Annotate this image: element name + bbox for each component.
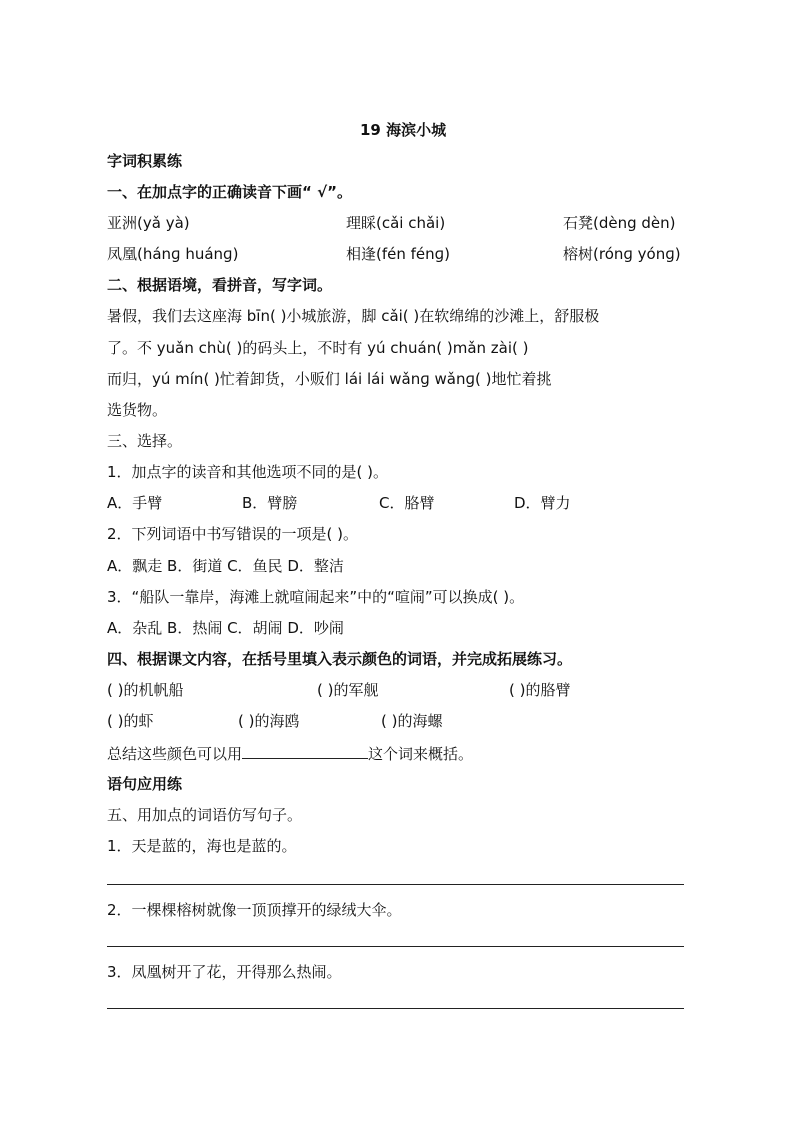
q2-passage-line: 暑假，我们去这座海 bīn( )小城旅游，脚 cǎi( )在软绵绵的沙滩上，舒服极 — [107, 307, 600, 325]
q1-item: 亚洲(yǎ yà) — [107, 214, 190, 232]
q4-summary-before: 总结这些颜色可以用 — [107, 745, 243, 763]
q3-question-2: 2．下列词语中书写错误的一项是( )。 — [107, 525, 359, 543]
q2-heading: 二、根据语境，看拼音，写字词。 — [107, 276, 333, 294]
q3-question-3: 3．“船队一靠岸，海滩上就喧闹起来”中的“喧闹”可以换成( )。 — [107, 588, 525, 606]
q3-options-3: A．杂乱 B．热闹 C．胡闹 D．吵闹 — [107, 619, 344, 637]
q3-option: D．臂力 — [514, 494, 571, 512]
q5-sentence-2: 2．一棵棵榕树就像一顶顶撑开的绿绒大伞。 — [107, 901, 402, 919]
q1-item: 榕树(rónɡ yónɡ) — [563, 245, 681, 263]
q5-heading: 五、用加点的词语仿写句子。 — [107, 806, 303, 824]
q4-item: ( )的机帆船 — [107, 681, 184, 699]
q5-sentence-1: 1．天是蓝的，海也是蓝的。 — [107, 837, 297, 855]
answer-blank[interactable] — [242, 742, 368, 759]
answer-line[interactable] — [107, 1008, 684, 1009]
q3-option: A．手臂 — [107, 494, 163, 512]
answer-line[interactable] — [107, 884, 684, 885]
page-title: 19 海滨小城 — [360, 121, 447, 139]
q3-options-2: A．飘走 B．街道 C．鱼民 D．整洁 — [107, 557, 344, 575]
q4-summary — [107, 742, 473, 764]
q4-item: ( )的海鸥 — [238, 712, 300, 730]
q3-question-1: 1．加点字的读音和其他选项不同的是( )。 — [107, 463, 389, 481]
q1-item: 石凳(dèng dèn) — [563, 214, 676, 232]
q1-item: 凤凰(hánɡ huánɡ) — [107, 245, 239, 263]
q4-item: ( )的海螺 — [381, 712, 443, 730]
q3-heading: 三、选择。 — [107, 432, 183, 450]
q4-summary-after: 这个词来概括。 — [368, 745, 474, 763]
q3-option: C．胳臂 — [379, 494, 435, 512]
part1-heading: 字词积累练 — [107, 152, 183, 170]
answer-line[interactable] — [107, 946, 684, 947]
q4-item: ( )的军舰 — [317, 681, 379, 699]
q5-sentence-3: 3．凤凰树开了花，开得那么热闹。 — [107, 963, 342, 981]
part2-heading: 语句应用练 — [107, 775, 183, 793]
q2-passage-line: 选货物。 — [107, 401, 168, 419]
q4-item: ( )的胳臂 — [509, 681, 571, 699]
q1-item: 理睬(cǎi chǎi) — [346, 214, 446, 232]
q1-heading: 一、在加点字的正确读音下画“ √”。 — [107, 183, 352, 201]
q2-passage-line: 而归，yú mín( )忙着卸货，小贩们 lái lái wǎnɡ wǎnɡ( )地忙着挑 — [107, 370, 552, 388]
q4-heading: 四、根据课文内容，在括号里填入表示颜色的词语，并完成拓展练习。 — [107, 650, 573, 668]
q3-option: B．臂膀 — [242, 494, 298, 512]
q2-passage-line: 了。不 yuǎn chù( )的码头上，不时有 yú chuán( )mǎn zài( ) — [107, 339, 529, 357]
q1-item: 相逢(fén fénɡ) — [346, 245, 451, 263]
q4-item: ( )的虾 — [107, 712, 154, 730]
